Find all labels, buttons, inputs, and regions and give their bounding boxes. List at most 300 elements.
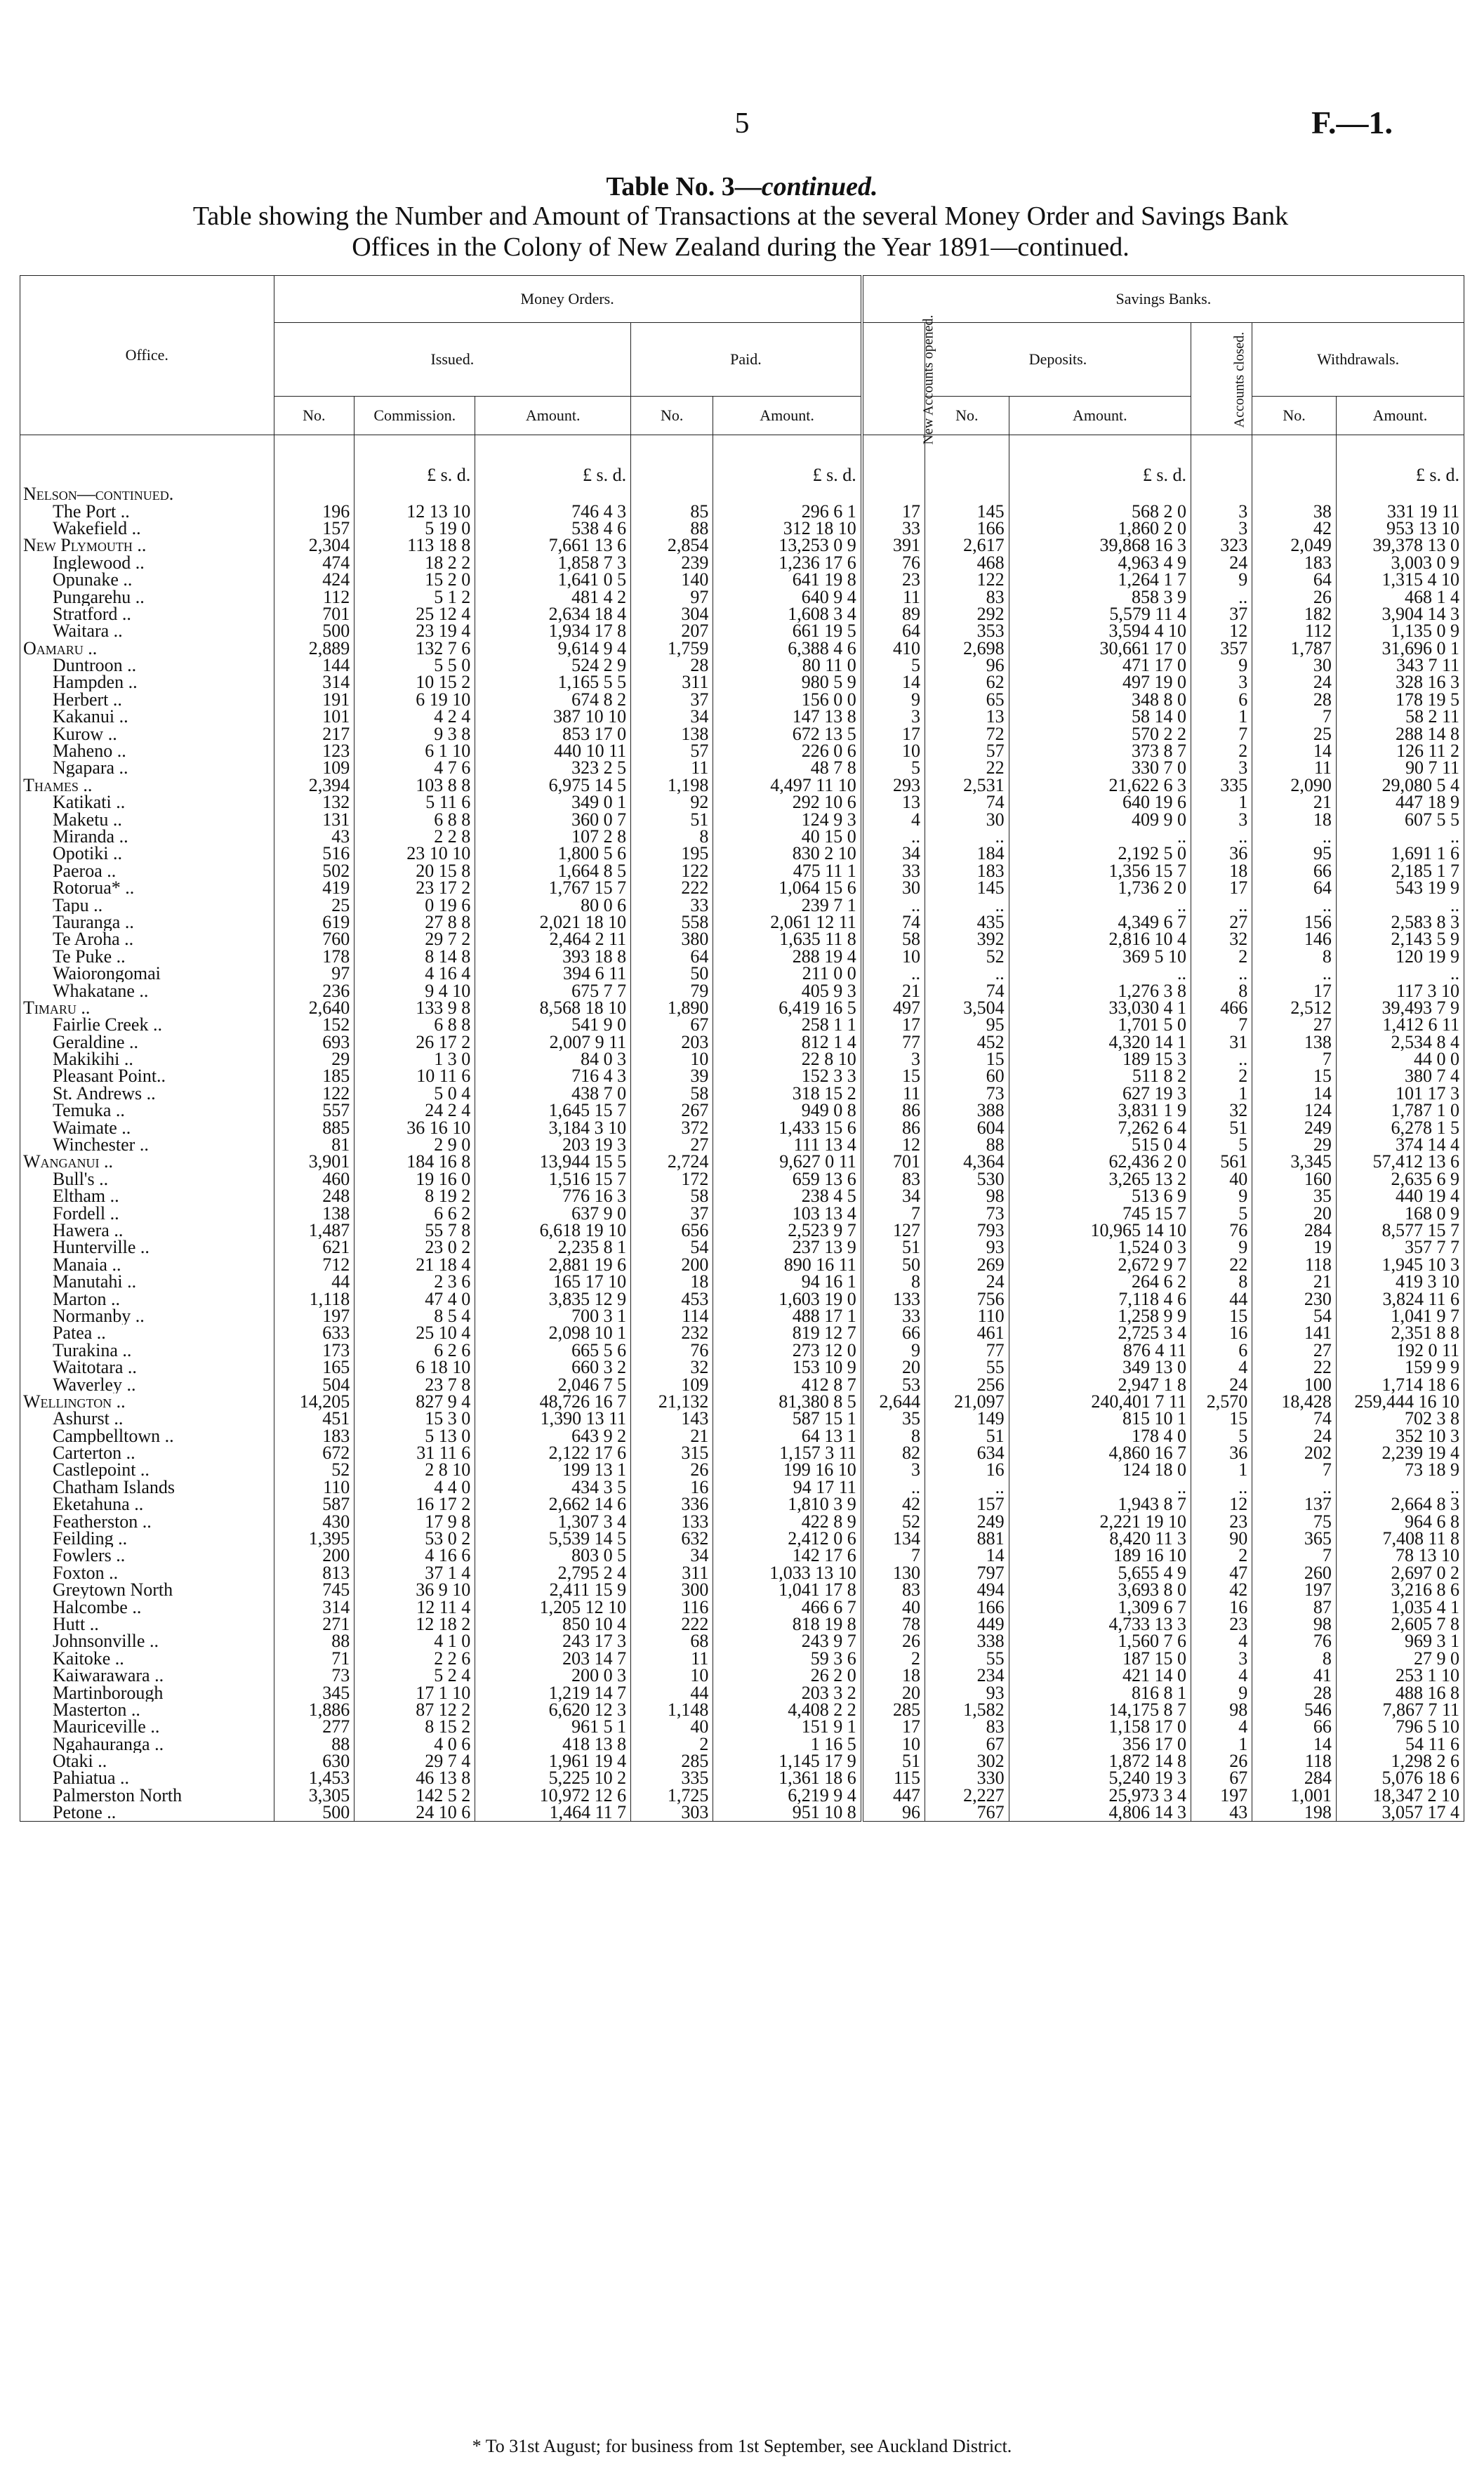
cell-value: 8 bbox=[1191, 1273, 1252, 1290]
office-name: Turakina .. bbox=[20, 1342, 274, 1359]
office-name: Greytown North bbox=[20, 1582, 274, 1598]
paid-no-header: No. bbox=[631, 397, 713, 435]
footnote: * To 31st August; for business from 1st September, see Auckland District. bbox=[472, 2436, 1012, 2456]
office-name: Opotiki .. bbox=[20, 845, 274, 862]
cell-value: 3 bbox=[1191, 760, 1252, 776]
cell-value: 39,378 13 0 bbox=[1336, 537, 1464, 554]
office-name: Tapu .. bbox=[20, 896, 274, 913]
office-name: Hampden .. bbox=[20, 674, 274, 691]
cell-value: 58 bbox=[631, 1085, 713, 1102]
cell-value: 803 0 5 bbox=[475, 1547, 631, 1564]
cell-value: 126 11 2 bbox=[1336, 743, 1464, 760]
cell-value: 1,701 5 0 bbox=[1009, 1016, 1191, 1033]
office-row bbox=[20, 1770, 1464, 1787]
office-row bbox=[20, 1016, 1464, 1033]
deposits-no-header: No. bbox=[925, 397, 1009, 435]
cell-value: 14 bbox=[1252, 743, 1337, 760]
issued-header: Issued. bbox=[274, 323, 631, 397]
cell-value: 557 bbox=[274, 1102, 355, 1119]
cell-value: 23 19 4 bbox=[355, 623, 475, 640]
cell-value: 43 bbox=[274, 828, 355, 845]
cell-value: 1,810 3 9 bbox=[713, 1496, 862, 1513]
cell-value: 42 bbox=[1252, 520, 1337, 537]
cell-value: 303 bbox=[631, 1804, 713, 1822]
cell-value: 90 bbox=[1191, 1530, 1252, 1547]
cell-value: 271 bbox=[274, 1616, 355, 1633]
cell-value: 64 bbox=[1252, 880, 1337, 896]
cell-value: 68 bbox=[631, 1633, 713, 1650]
cell-value: 7 bbox=[1191, 725, 1252, 742]
office-name: Normanby .. bbox=[20, 1308, 274, 1325]
cell-value: 6 2 6 bbox=[355, 1342, 475, 1359]
cell-value: 26 2 0 bbox=[713, 1667, 862, 1684]
cell-value: 12 13 10 bbox=[355, 503, 475, 519]
cell-value: 349 0 1 bbox=[475, 794, 631, 811]
cell-value: 156 0 0 bbox=[713, 691, 862, 708]
cell-value: 133 bbox=[631, 1513, 713, 1530]
cell-value: 2,725 3 4 bbox=[1009, 1325, 1191, 1342]
cell-value: 173 bbox=[274, 1342, 355, 1359]
cell-value: 48,726 16 7 bbox=[475, 1393, 631, 1410]
cell-value: 1,872 14 8 bbox=[1009, 1753, 1191, 1770]
cell-value: 36 bbox=[1191, 1445, 1252, 1462]
cell-value: 438 7 0 bbox=[475, 1085, 631, 1102]
cell-value: 22 bbox=[925, 760, 1009, 776]
cell-value: 89 bbox=[862, 606, 925, 623]
cell-value: 40 bbox=[1191, 1171, 1252, 1188]
cell-value: 217 bbox=[274, 725, 355, 742]
cell-value: 3,831 1 9 bbox=[1009, 1102, 1191, 1119]
cell-value: 2,617 bbox=[925, 537, 1009, 554]
office-name: Pahiatua .. bbox=[20, 1770, 274, 1787]
cell-value: 77 bbox=[862, 1034, 925, 1051]
page-number: 5 bbox=[734, 107, 750, 140]
cell-value: 461 bbox=[925, 1325, 1009, 1342]
cell-value: 2,583 8 3 bbox=[1336, 914, 1464, 931]
cell-value: 141 bbox=[1252, 1325, 1337, 1342]
cell-value: 331 19 11 bbox=[1336, 503, 1464, 519]
cell-value: 2,570 bbox=[1191, 1393, 1252, 1410]
cell-value: 1,158 17 0 bbox=[1009, 1718, 1191, 1735]
office-row bbox=[20, 1171, 1464, 1188]
cell-value: 74 bbox=[925, 794, 1009, 811]
cell-value: 5,539 14 5 bbox=[475, 1530, 631, 1547]
cell-value: 132 bbox=[274, 794, 355, 811]
cell-value: 83 bbox=[862, 1582, 925, 1598]
office-name: Martinborough bbox=[20, 1684, 274, 1701]
cell-value: 440 10 11 bbox=[475, 743, 631, 760]
cell-value: 8 bbox=[1252, 948, 1337, 965]
cell-value: 33 bbox=[862, 520, 925, 537]
cell-value: 44 bbox=[631, 1684, 713, 1701]
cell-value: 5 bbox=[1191, 1137, 1252, 1153]
cell-value: 23 0 2 bbox=[355, 1239, 475, 1256]
cell-value: 2,235 8 1 bbox=[475, 1239, 631, 1256]
cell-value: 149 bbox=[925, 1410, 1009, 1427]
office-row bbox=[20, 1702, 1464, 1718]
cell-value: 641 19 8 bbox=[713, 571, 862, 588]
cell-value: 2,192 5 0 bbox=[1009, 845, 1191, 862]
cell-value: 2 bbox=[862, 1650, 925, 1667]
office-row bbox=[20, 1633, 1464, 1650]
cell-value: .. bbox=[1191, 1051, 1252, 1068]
cell-value: 643 9 2 bbox=[475, 1427, 631, 1444]
cell-value: 6,219 9 4 bbox=[713, 1787, 862, 1804]
cell-value: 109 bbox=[274, 760, 355, 776]
cell-value: 288 14 8 bbox=[1336, 725, 1464, 742]
cell-value: 51 bbox=[862, 1239, 925, 1256]
cell-value: 74 bbox=[1252, 1410, 1337, 1427]
cell-value: 234 bbox=[925, 1667, 1009, 1684]
office-name: Duntroon .. bbox=[20, 657, 274, 674]
cell-value: 40 bbox=[631, 1718, 713, 1735]
cell-value: 2 2 6 bbox=[355, 1650, 475, 1667]
cell-value: 1,395 bbox=[274, 1530, 355, 1547]
cell-value: 62,436 2 0 bbox=[1009, 1153, 1191, 1170]
cell-value: 2,698 bbox=[925, 640, 1009, 657]
cell-value: 33 bbox=[862, 1308, 925, 1325]
office-row bbox=[20, 948, 1464, 965]
cell-value: 1,560 7 6 bbox=[1009, 1633, 1191, 1650]
office-name: Bull's .. bbox=[20, 1171, 274, 1188]
cell-value: 2,816 10 4 bbox=[1009, 931, 1191, 948]
cell-value: 230 bbox=[1252, 1290, 1337, 1307]
cell-value: 53 bbox=[862, 1376, 925, 1393]
cell-value: 226 0 6 bbox=[713, 743, 862, 760]
office-row bbox=[20, 1736, 1464, 1753]
cell-value: 1,800 5 6 bbox=[475, 845, 631, 862]
office-name: Marton .. bbox=[20, 1290, 274, 1307]
cell-value: 157 bbox=[925, 1496, 1009, 1513]
cell-value: 640 9 4 bbox=[713, 588, 862, 605]
cell-value: 9 bbox=[862, 691, 925, 708]
cell-value: 5 bbox=[1191, 1205, 1252, 1221]
cell-value: 3,057 17 4 bbox=[1336, 1804, 1464, 1822]
office-name: Stratford .. bbox=[20, 606, 274, 623]
cell-value: 14 bbox=[1252, 1736, 1337, 1753]
cell-value: 675 7 7 bbox=[475, 982, 631, 999]
office-row bbox=[20, 1445, 1464, 1462]
cell-value: 345 bbox=[274, 1684, 355, 1701]
cell-value bbox=[1252, 486, 1337, 503]
office-name: Feilding .. bbox=[20, 1530, 274, 1547]
cell-value: 300 bbox=[631, 1582, 713, 1598]
cell-value: 110 bbox=[925, 1308, 1009, 1325]
cell-value: 237 13 9 bbox=[713, 1239, 862, 1256]
cell-value: 73 bbox=[925, 1205, 1009, 1221]
cell-value: 2 bbox=[1191, 948, 1252, 965]
office-name: Thames .. bbox=[20, 777, 274, 794]
cell-value: 1,148 bbox=[631, 1702, 713, 1718]
cell-value: 17 9 8 bbox=[355, 1513, 475, 1530]
cell-value: 239 bbox=[631, 555, 713, 571]
office-row bbox=[20, 1290, 1464, 1307]
office-name: Inglewood .. bbox=[20, 555, 274, 571]
cell-value: 23 10 10 bbox=[355, 845, 475, 862]
cell-value: 24 bbox=[925, 1273, 1009, 1290]
cell-value: 15 3 0 bbox=[355, 1410, 475, 1427]
cell-value: 8 5 4 bbox=[355, 1308, 475, 1325]
cell-value: 67 bbox=[631, 1016, 713, 1033]
cell-value: 4 bbox=[1191, 1359, 1252, 1376]
cell-value: 30 bbox=[862, 880, 925, 896]
cell-value: 256 bbox=[925, 1376, 1009, 1393]
cell-value: 20 15 8 bbox=[355, 863, 475, 880]
cell-value: 4 bbox=[1191, 1718, 1252, 1735]
cell-value: 2,185 1 7 bbox=[1336, 863, 1464, 880]
office-row bbox=[20, 1222, 1464, 1239]
unit-label: £ s. d. bbox=[713, 465, 862, 486]
cell-value: 178 bbox=[274, 948, 355, 965]
cell-value: 54 bbox=[1252, 1308, 1337, 1325]
cell-value: 1,219 14 7 bbox=[475, 1684, 631, 1701]
cell-value: 76 bbox=[1191, 1222, 1252, 1239]
cell-value: 10 bbox=[862, 743, 925, 760]
cell-value: 3 bbox=[1191, 674, 1252, 691]
cell-value: 5 19 0 bbox=[355, 520, 475, 537]
cell-value: 267 bbox=[631, 1102, 713, 1119]
office-row bbox=[20, 1273, 1464, 1290]
office-name: Chatham Islands bbox=[20, 1479, 274, 1496]
office-row bbox=[20, 725, 1464, 742]
cell-value: 468 bbox=[925, 555, 1009, 571]
cell-value: 52 bbox=[862, 1513, 925, 1530]
office-name: Geraldine .. bbox=[20, 1034, 274, 1051]
cell-value: 1,767 15 7 bbox=[475, 880, 631, 896]
office-name: Kakanui .. bbox=[20, 708, 274, 725]
office-row bbox=[20, 1650, 1464, 1667]
cell-value: 1,298 2 6 bbox=[1336, 1753, 1464, 1770]
cell-value: 48 7 8 bbox=[713, 760, 862, 776]
cell-value: 26 17 2 bbox=[355, 1034, 475, 1051]
cell-value: 8 14 8 bbox=[355, 948, 475, 965]
cell-value: 570 2 2 bbox=[1009, 725, 1191, 742]
cell-value: 451 bbox=[274, 1410, 355, 1427]
cell-value: 5 bbox=[862, 760, 925, 776]
cell-value: 4,408 2 2 bbox=[713, 1702, 862, 1718]
cell-value: 4 1 0 bbox=[355, 1633, 475, 1650]
office-row bbox=[20, 588, 1464, 605]
office-row bbox=[20, 708, 1464, 725]
cell-value: 637 9 0 bbox=[475, 1205, 631, 1221]
cell-value: 374 14 4 bbox=[1336, 1137, 1464, 1153]
cell-value: 0 19 6 bbox=[355, 896, 475, 913]
office-name: Temuka .. bbox=[20, 1102, 274, 1119]
cell-value: 21,132 bbox=[631, 1393, 713, 1410]
cell-value: 460 bbox=[274, 1171, 355, 1188]
cell-value: 850 10 4 bbox=[475, 1616, 631, 1633]
cell-value: 10,965 14 10 bbox=[1009, 1222, 1191, 1239]
cell-value: 277 bbox=[274, 1718, 355, 1735]
cell-value: 15 bbox=[925, 1051, 1009, 1068]
commission-header: Commission. bbox=[355, 397, 475, 435]
cell-value: 488 17 1 bbox=[713, 1308, 862, 1325]
cell-value: 76 bbox=[862, 555, 925, 571]
cell-value: 236 bbox=[274, 982, 355, 999]
accounts-closed-header: Accounts closed. bbox=[1191, 323, 1252, 435]
cell-value: 12 11 4 bbox=[355, 1598, 475, 1615]
cell-value: 80 11 0 bbox=[713, 657, 862, 674]
cell-value: 656 bbox=[631, 1222, 713, 1239]
cell-value: 51 bbox=[925, 1427, 1009, 1444]
cell-value: 1,276 3 8 bbox=[1009, 982, 1191, 999]
cell-value: 92 bbox=[631, 794, 713, 811]
cell-value: 1,157 3 11 bbox=[713, 1445, 862, 1462]
cell-value: 4,806 14 3 bbox=[1009, 1804, 1191, 1822]
cell-value: 633 bbox=[274, 1325, 355, 1342]
cell-value: 353 bbox=[925, 623, 1009, 640]
cell-value: 3 bbox=[1191, 811, 1252, 828]
office-row bbox=[20, 845, 1464, 862]
cell-value: 65 bbox=[925, 691, 1009, 708]
cell-value: 660 3 2 bbox=[475, 1359, 631, 1376]
cell-value: 318 15 2 bbox=[713, 1085, 862, 1102]
cell-value: 7 bbox=[1252, 1547, 1337, 1564]
office-name: Waiorongomai bbox=[20, 965, 274, 982]
office-row bbox=[20, 1068, 1464, 1085]
cell-value: 292 10 6 bbox=[713, 794, 862, 811]
cell-value: 621 bbox=[274, 1239, 355, 1256]
cell-value: 93 bbox=[925, 1684, 1009, 1701]
cell-value: 1,635 11 8 bbox=[713, 931, 862, 948]
cell-value: 138 bbox=[1252, 1034, 1337, 1051]
cell-value: 27 bbox=[1252, 1342, 1337, 1359]
new-accounts-header: New Accounts opened. bbox=[862, 323, 925, 435]
cell-value: 3,904 14 3 bbox=[1336, 606, 1464, 623]
cell-value: 17 bbox=[1191, 880, 1252, 896]
cell-value: 112 bbox=[1252, 623, 1337, 640]
cell-value: 1,603 19 0 bbox=[713, 1290, 862, 1307]
cell-value: 30,661 17 0 bbox=[1009, 640, 1191, 657]
cell-value: 26 bbox=[1191, 1753, 1252, 1770]
cell-value: 4 16 4 bbox=[355, 965, 475, 982]
cell-value: 44 0 0 bbox=[1336, 1051, 1464, 1068]
cell-value bbox=[355, 486, 475, 503]
office-row bbox=[20, 1616, 1464, 1633]
cell-value: 27 bbox=[1191, 914, 1252, 931]
cell-value: 184 bbox=[925, 845, 1009, 862]
cell-value: 391 bbox=[862, 537, 925, 554]
cell-value: 890 16 11 bbox=[713, 1257, 862, 1273]
office-row bbox=[20, 1598, 1464, 1615]
office-name: Maketu .. bbox=[20, 811, 274, 828]
cell-value: 284 bbox=[1252, 1770, 1337, 1787]
cell-value: 4 4 0 bbox=[355, 1479, 475, 1496]
cell-value: 6,975 14 5 bbox=[475, 777, 631, 794]
cell-value: 2,304 bbox=[274, 537, 355, 554]
cell-value: 85 bbox=[631, 503, 713, 519]
cell-value: 500 bbox=[274, 623, 355, 640]
cell-value: 17 bbox=[862, 503, 925, 519]
cell-value: 701 bbox=[862, 1153, 925, 1170]
cell-value: 1,035 4 1 bbox=[1336, 1598, 1464, 1615]
cell-value: 2,007 9 11 bbox=[475, 1034, 631, 1051]
cell-value: 31 bbox=[1191, 1034, 1252, 1051]
cell-value: 288 19 4 bbox=[713, 948, 862, 965]
office-name: Waitara .. bbox=[20, 623, 274, 640]
cell-value: 5,579 11 4 bbox=[1009, 606, 1191, 623]
cell-value: 7,408 11 8 bbox=[1336, 1530, 1464, 1547]
cell-value: 702 3 8 bbox=[1336, 1410, 1464, 1427]
cell-value: 630 bbox=[274, 1753, 355, 1770]
cell-value: 98 bbox=[925, 1188, 1009, 1205]
cell-value: 124 18 0 bbox=[1009, 1462, 1191, 1478]
cell-value: 2,640 bbox=[274, 1000, 355, 1016]
cell-value: 26 bbox=[631, 1462, 713, 1478]
office-name: Winchester .. bbox=[20, 1137, 274, 1153]
unit-label: £ s. d. bbox=[1009, 465, 1191, 486]
district-row bbox=[20, 777, 1464, 794]
cell-value: 9 bbox=[1191, 1188, 1252, 1205]
cell-value: 619 bbox=[274, 914, 355, 931]
cell-value: 541 9 0 bbox=[475, 1016, 631, 1033]
cell-value: 393 18 8 bbox=[475, 948, 631, 965]
cell-value: 9,614 9 4 bbox=[475, 640, 631, 657]
cell-value: 24 bbox=[1252, 1427, 1337, 1444]
cell-value: 7,262 6 4 bbox=[1009, 1119, 1191, 1136]
cell-value: 815 10 1 bbox=[1009, 1410, 1191, 1427]
cell-value: 20 bbox=[862, 1684, 925, 1701]
cell-value: 39,493 7 9 bbox=[1336, 1000, 1464, 1016]
cell-value: 816 8 1 bbox=[1009, 1684, 1191, 1701]
cell-value: 114 bbox=[631, 1308, 713, 1325]
cell-value bbox=[631, 486, 713, 503]
cell-value: 73 bbox=[274, 1667, 355, 1684]
cell-value: 101 17 3 bbox=[1336, 1085, 1464, 1102]
cell-value: 1,860 2 0 bbox=[1009, 520, 1191, 537]
office-name: Te Puke .. bbox=[20, 948, 274, 965]
cell-value: 83 bbox=[925, 588, 1009, 605]
cell-value: 1,645 15 7 bbox=[475, 1102, 631, 1119]
cell-value: .. bbox=[1252, 896, 1337, 913]
office-row bbox=[20, 571, 1464, 588]
cell-value: 418 13 8 bbox=[475, 1736, 631, 1753]
cell-value: 1 bbox=[1191, 708, 1252, 725]
cell-value: 3,504 bbox=[925, 1000, 1009, 1016]
cell-value: 7 bbox=[1191, 1016, 1252, 1033]
cell-value: 330 7 0 bbox=[1009, 760, 1191, 776]
cell-value: 83 bbox=[925, 1718, 1009, 1735]
cell-value: 2 8 10 bbox=[355, 1462, 475, 1478]
cell-value: 515 0 4 bbox=[1009, 1137, 1191, 1153]
cell-value: 157 bbox=[274, 520, 355, 537]
office-row bbox=[20, 520, 1464, 537]
cell-value: 23 7 8 bbox=[355, 1376, 475, 1393]
cell-value: 365 bbox=[1252, 1530, 1337, 1547]
cell-value: 10 15 2 bbox=[355, 674, 475, 691]
cell-value: 1,759 bbox=[631, 640, 713, 657]
cell-value: 818 19 8 bbox=[713, 1616, 862, 1633]
cell-value: 94 17 11 bbox=[713, 1479, 862, 1496]
office-name: Manaia .. bbox=[20, 1257, 274, 1273]
cell-value: 712 bbox=[274, 1257, 355, 1273]
cell-value: .. bbox=[1336, 1479, 1464, 1496]
cell-value: 1,033 13 10 bbox=[713, 1565, 862, 1582]
cell-value: 24 10 6 bbox=[355, 1804, 475, 1822]
cell-value: 357 bbox=[1191, 640, 1252, 657]
cell-value: 101 bbox=[274, 708, 355, 725]
office-name: Featherston .. bbox=[20, 1513, 274, 1530]
cell-value: .. bbox=[1252, 828, 1337, 845]
cell-value: 2,221 19 10 bbox=[1009, 1513, 1191, 1530]
cell-value: 8 19 2 bbox=[355, 1188, 475, 1205]
cell-value: 199 16 10 bbox=[713, 1462, 862, 1478]
cell-value: 793 bbox=[925, 1222, 1009, 1239]
cell-value: 26 bbox=[1252, 588, 1337, 605]
cell-value: 1,356 15 7 bbox=[1009, 863, 1191, 880]
cell-value: .. bbox=[1252, 965, 1337, 982]
office-name: Nelson—continued. bbox=[20, 486, 274, 503]
